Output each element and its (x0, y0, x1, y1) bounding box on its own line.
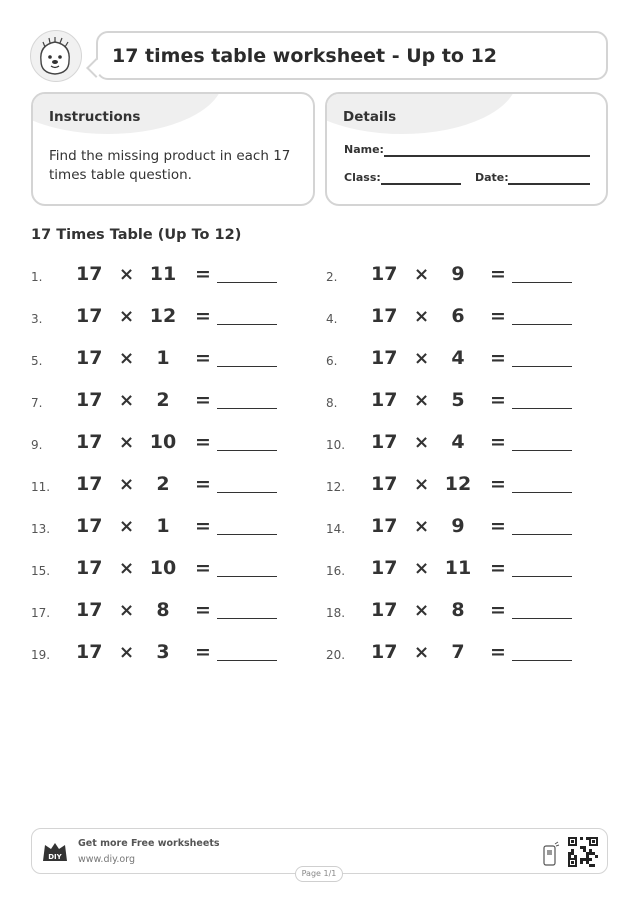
times-sign: × (414, 432, 430, 453)
question-number: 1. (31, 270, 43, 284)
question-number: 18. (326, 606, 346, 620)
equals-sign: = (490, 599, 506, 621)
answer-blank[interactable] (512, 534, 572, 535)
diy-logo-icon[interactable] (41, 841, 69, 865)
details-heading: Details (343, 109, 397, 125)
answer-blank[interactable] (217, 660, 277, 661)
question-number: 14. (326, 522, 346, 536)
question-number: 8. (326, 396, 338, 410)
multiplier: 9 (451, 263, 465, 285)
answer-blank[interactable] (512, 450, 572, 451)
equals-sign: = (490, 347, 506, 369)
multiplier: 11 (149, 263, 177, 285)
multiplicand: 17 (76, 473, 103, 495)
times-sign: × (414, 558, 430, 579)
date-label: Date: (475, 171, 509, 184)
multiplier: 8 (156, 599, 170, 621)
question-row (326, 639, 586, 669)
multiplicand: 17 (371, 305, 398, 327)
multiplier: 11 (444, 557, 472, 579)
multiplicand: 17 (76, 515, 103, 537)
multiplier: 5 (451, 389, 465, 411)
multiplier: 10 (149, 557, 177, 579)
equals-sign: = (195, 599, 211, 621)
multiplicand: 17 (371, 347, 398, 369)
equals-sign: = (490, 431, 506, 453)
times-sign: × (414, 306, 430, 327)
question-row (326, 387, 586, 417)
question-row (31, 261, 291, 291)
multiplicand: 17 (76, 431, 103, 453)
times-sign: × (414, 264, 430, 285)
answer-blank[interactable] (512, 618, 572, 619)
question-row (326, 261, 586, 291)
equals-sign: = (490, 263, 506, 285)
equals-sign: = (195, 431, 211, 453)
multiplier: 6 (451, 305, 465, 327)
section-title: 17 Times Table (Up To 12) (31, 227, 242, 243)
question-number: 10. (326, 438, 346, 452)
name-field[interactable] (384, 155, 590, 157)
times-sign: × (414, 390, 430, 411)
name-label: Name: (344, 143, 384, 156)
times-sign: × (414, 642, 430, 663)
question-number: 2. (326, 270, 338, 284)
multiplicand: 17 (76, 263, 103, 285)
multiplicand: 17 (76, 305, 103, 327)
multiplicand: 17 (76, 557, 103, 579)
question-number: 6. (326, 354, 338, 368)
equals-sign: = (490, 389, 506, 411)
multiplier: 1 (156, 347, 170, 369)
multiplier: 2 (156, 473, 170, 495)
multiplicand: 17 (371, 263, 398, 285)
question-number: 20. (326, 648, 346, 662)
footer-url[interactable]: www.diy.org (78, 854, 135, 865)
equals-sign: = (490, 641, 506, 663)
multiplier: 8 (451, 599, 465, 621)
question-row (31, 597, 291, 627)
multiplier: 9 (451, 515, 465, 537)
equals-sign: = (195, 557, 211, 579)
times-sign: × (119, 642, 135, 663)
equals-sign: = (195, 389, 211, 411)
answer-blank[interactable] (512, 324, 572, 325)
answer-blank[interactable] (217, 366, 277, 367)
class-field[interactable] (381, 183, 461, 185)
answer-blank[interactable] (217, 282, 277, 283)
question-row (31, 345, 291, 375)
footer-promo-text[interactable]: Get more Free worksheets (78, 838, 220, 849)
question-number: 3. (31, 312, 43, 326)
question-number: 4. (326, 312, 338, 326)
multiplicand: 17 (371, 389, 398, 411)
multiplier: 4 (451, 431, 465, 453)
times-sign: × (414, 600, 430, 621)
question-number: 13. (31, 522, 51, 536)
question-row (326, 555, 586, 585)
question-row (31, 387, 291, 417)
multiplicand: 17 (371, 599, 398, 621)
page-title: 17 times table worksheet - Up to 12 (112, 44, 498, 67)
answer-blank[interactable] (512, 660, 572, 661)
answer-blank[interactable] (512, 492, 572, 493)
logo-text: DIY (48, 853, 62, 861)
times-sign: × (119, 432, 135, 453)
multiplicand: 17 (371, 515, 398, 537)
answer-blank[interactable] (217, 324, 277, 325)
times-sign: × (119, 558, 135, 579)
multiplier: 3 (156, 641, 170, 663)
question-number: 12. (326, 480, 346, 494)
question-row (31, 471, 291, 501)
title-bubble (96, 31, 608, 80)
answer-blank[interactable] (512, 576, 572, 577)
page-number: Page 1/1 (295, 866, 343, 882)
multiplier: 12 (444, 473, 472, 495)
equals-sign: = (195, 347, 211, 369)
answer-blank[interactable] (512, 366, 572, 367)
times-sign: × (414, 474, 430, 495)
question-number: 19. (31, 648, 51, 662)
times-sign: × (119, 348, 135, 369)
multiplicand: 17 (76, 347, 103, 369)
equals-sign: = (195, 305, 211, 327)
question-number: 7. (31, 396, 43, 410)
multiplicand: 17 (371, 473, 398, 495)
question-row (326, 597, 586, 627)
question-row (31, 639, 291, 669)
multiplier: 4 (451, 347, 465, 369)
times-sign: × (414, 348, 430, 369)
times-sign: × (414, 516, 430, 537)
answer-blank[interactable] (217, 534, 277, 535)
multiplier: 10 (149, 431, 177, 453)
question-number: 5. (31, 354, 43, 368)
equals-sign: = (195, 263, 211, 285)
answer-blank[interactable] (512, 408, 572, 409)
question-row (326, 303, 586, 333)
details-card (325, 92, 608, 206)
equals-sign: = (195, 515, 211, 537)
question-row (31, 555, 291, 585)
question-row (326, 345, 586, 375)
times-sign: × (119, 390, 135, 411)
date-field[interactable] (508, 183, 590, 185)
multiplier: 7 (451, 641, 465, 663)
question-row (326, 471, 586, 501)
equals-sign: = (490, 473, 506, 495)
multiplicand: 17 (76, 599, 103, 621)
equals-sign: = (195, 641, 211, 663)
phone-icon (542, 841, 560, 871)
times-sign: × (119, 264, 135, 285)
answer-blank[interactable] (217, 450, 277, 451)
question-row (326, 429, 586, 459)
multiplier: 1 (156, 515, 170, 537)
question-row (31, 513, 291, 543)
equals-sign: = (195, 473, 211, 495)
question-row (326, 513, 586, 543)
question-row (31, 429, 291, 459)
instructions-text: Find the missing product in each 17 times table question. (49, 148, 291, 183)
answer-blank[interactable] (217, 576, 277, 577)
equals-sign: = (490, 305, 506, 327)
multiplicand: 17 (76, 389, 103, 411)
question-number: 11. (31, 480, 51, 494)
times-sign: × (119, 600, 135, 621)
answer-blank[interactable] (217, 618, 277, 619)
question-number: 16. (326, 564, 346, 578)
class-label: Class: (344, 171, 381, 184)
question-number: 15. (31, 564, 51, 578)
instructions-card (31, 92, 315, 206)
question-number: 17. (31, 606, 51, 620)
mascot-icon (30, 30, 82, 82)
times-sign: × (119, 516, 135, 537)
equals-sign: = (490, 557, 506, 579)
times-sign: × (119, 306, 135, 327)
equals-sign: = (490, 515, 506, 537)
multiplicand: 17 (76, 641, 103, 663)
answer-blank[interactable] (217, 492, 277, 493)
answer-blank[interactable] (512, 282, 572, 283)
answer-blank[interactable] (217, 408, 277, 409)
times-sign: × (119, 474, 135, 495)
question-row (31, 303, 291, 333)
multiplier: 12 (149, 305, 177, 327)
multiplicand: 17 (371, 641, 398, 663)
multiplier: 2 (156, 389, 170, 411)
question-number: 9. (31, 438, 43, 452)
multiplicand: 17 (371, 557, 398, 579)
multiplicand: 17 (371, 431, 398, 453)
qr-code-icon[interactable] (568, 837, 598, 871)
instructions-heading: Instructions (49, 109, 141, 125)
